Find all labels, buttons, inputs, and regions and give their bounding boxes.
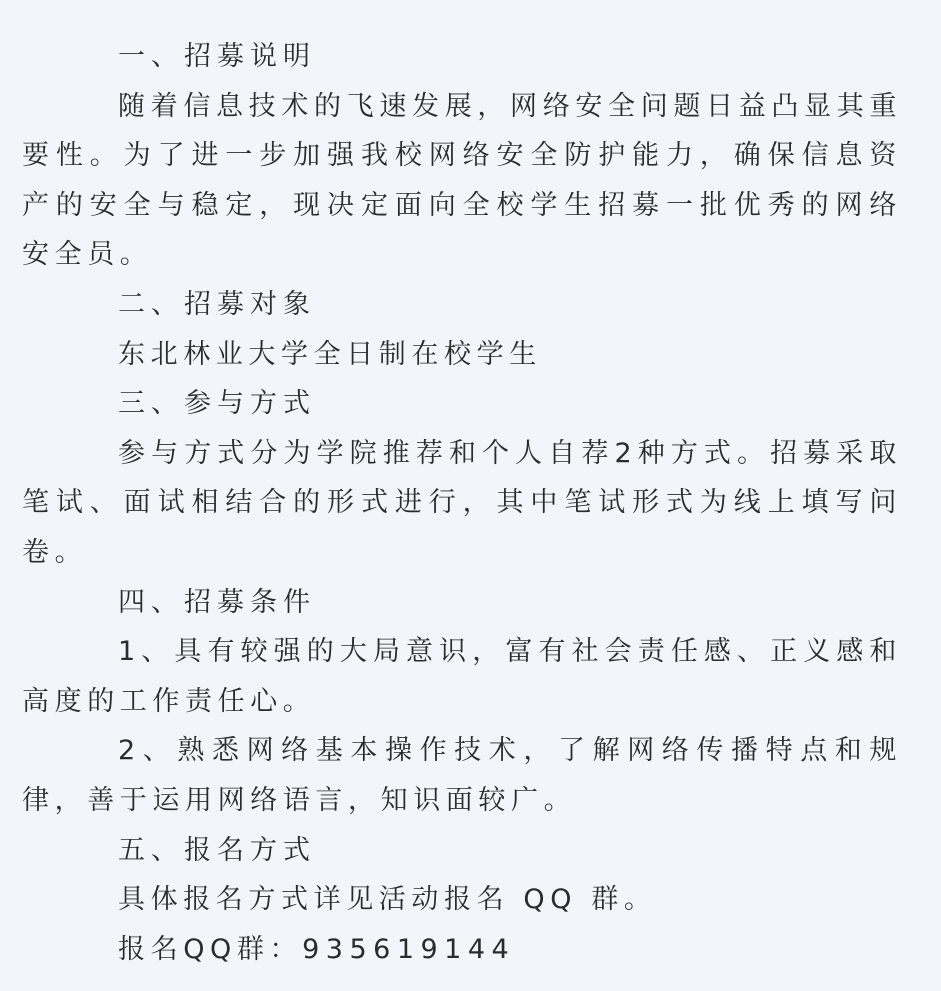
- section-heading-recruitment-conditions: 四、招募条件: [118, 586, 316, 618]
- paragraph-condition-1: 1、具有较强的大局意识，富有社会责任感、正义感和高度的工作责任心。: [22, 636, 902, 717]
- paragraph-registration-method: 具体报名方式详见活动报名 QQ 群。: [118, 884, 657, 916]
- section-heading-recruitment-description: 一、招募说明: [118, 41, 316, 72]
- paragraph-participation-method: 参与方式分为学院推荐和个人自荐2种方式。招募采取笔试、面试相结合的形式进行，其中笔试形式为线上填写问卷。: [22, 437, 902, 568]
- notice-body: [22, 32, 902, 974]
- section-heading-participation-method: 三、参与方式: [118, 388, 316, 420]
- qq-group-label: 报名QQ群：: [118, 933, 303, 965]
- qq-group-number: 935619144: [302, 933, 516, 965]
- qq-group-contact: [22, 925, 902, 975]
- section-heading-recruitment-target: 二、招募对象: [118, 288, 316, 320]
- paragraph-condition-2: 2、熟悉网络基本操作技术，了解网络传播特点和规律，善于运用网络语言，知识面较广。: [22, 735, 902, 816]
- paragraph-recruitment-description: 随着信息技术的飞速发展，网络安全问题日益凸显其重要性。为了进一步加强我校网络安全防护能力，确保信息资产的安全与稳定，现决定面向全校学生招募一批优秀的网络安全员。: [22, 90, 902, 271]
- paragraph-recruitment-target: 东北林业大学全日制在校学生: [118, 338, 542, 370]
- section-heading-registration-method: 五、报名方式: [118, 834, 316, 866]
